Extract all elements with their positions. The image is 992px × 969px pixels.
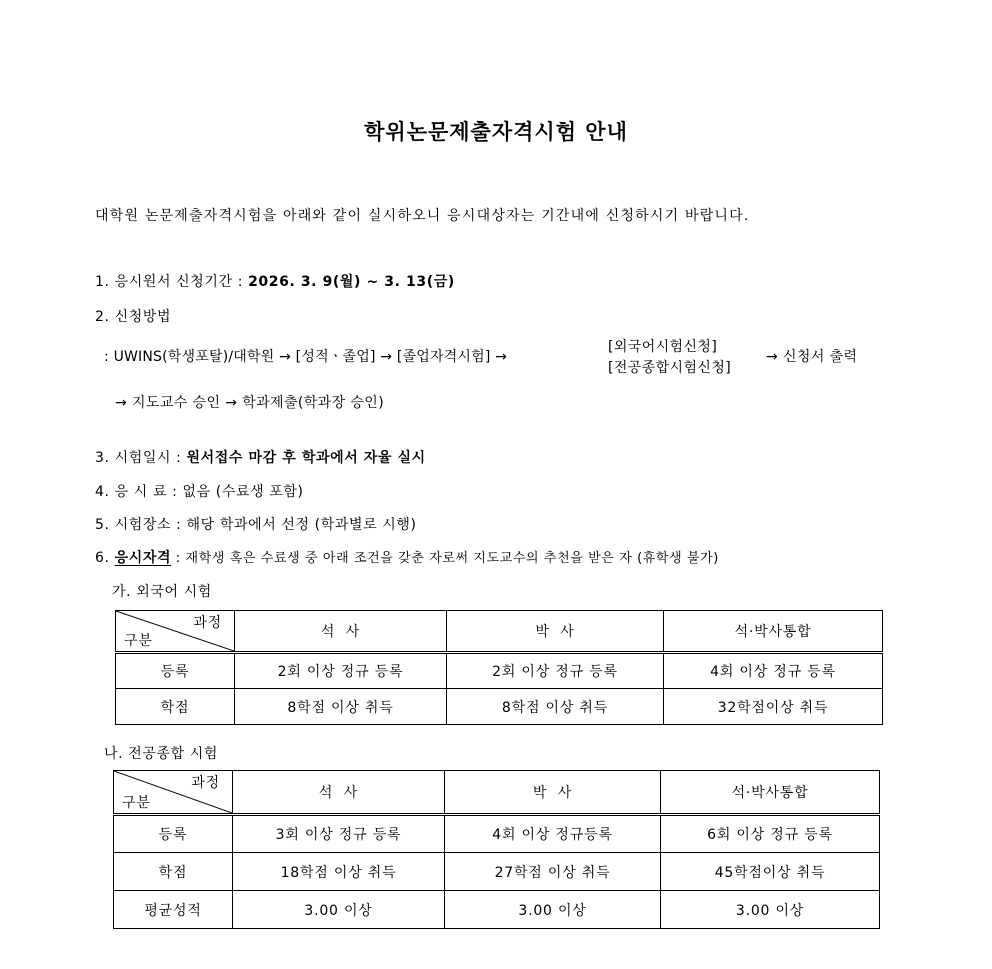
exam-date-value: 원서접수 마감 후 학과에서 자율 실시 — [186, 450, 426, 466]
method-flow-line2: → 지도교수 승인 → 학과제출(학과장 승인) — [115, 395, 385, 411]
corner-cell — [116, 611, 235, 653]
row-label: 평균성적 — [114, 891, 233, 929]
table-row — [114, 853, 880, 891]
major-exam-table — [113, 770, 880, 929]
table-header-row — [116, 611, 883, 653]
corner-top-label: 과정 — [193, 615, 222, 631]
page-title: 학위논문제출자격시험 안내 — [364, 120, 628, 144]
row-label: 학점 — [116, 689, 235, 725]
row-label: 등록 — [116, 653, 235, 689]
eligibility-label: 응시자격 — [114, 550, 172, 566]
table-cell: 2회 이상 정규 등록 — [235, 653, 447, 689]
method-option-language: [외국어시험신청] — [608, 339, 718, 355]
table-cell: 8학점 이상 취득 — [447, 689, 664, 725]
table-cell: 2회 이상 정규 등록 — [447, 653, 664, 689]
item-label: 6. — [95, 550, 115, 566]
method-flow-suffix: → 신청서 출력 — [766, 349, 858, 365]
corner-top-label: 과정 — [191, 775, 220, 791]
table-row — [116, 653, 883, 689]
column-header: 박 사 — [445, 771, 661, 815]
intro-text: 대학원 논문제출자격시험을 아래와 같이 실시하오니 응시대상자는 기간내에 신청하시기 바랍니다. — [95, 208, 750, 224]
eligibility-text: : 재학생 혹은 수료생 중 아래 조건을 갖춘 자로써 지도교수의 추천을 받은 자 (휴학생 불가) — [171, 551, 719, 566]
column-header: 석 사 — [235, 611, 447, 653]
table-row — [114, 891, 880, 929]
item-eligibility — [95, 547, 719, 567]
table-header-row — [114, 771, 880, 815]
item-exam-date — [95, 447, 426, 467]
corner-cell — [114, 771, 233, 815]
item-exam-fee: 4. 응 시 료 : 없음 (수료생 포함) — [95, 484, 304, 500]
table-cell: 18학점 이상 취득 — [233, 853, 445, 891]
column-header: 석·박사통합 — [661, 771, 880, 815]
table-cell: 3.00 이상 — [233, 891, 445, 929]
item-label: 3. 시험일시 : — [95, 450, 187, 466]
table-cell: 32학점이상 취득 — [664, 689, 883, 725]
table-cell: 3회 이상 정규 등록 — [233, 815, 445, 853]
language-exam-table — [115, 610, 883, 725]
table-cell: 4회 이상 정규 등록 — [664, 653, 883, 689]
column-header: 박 사 — [447, 611, 664, 653]
corner-bottom-label: 구분 — [122, 795, 151, 811]
column-header: 석 사 — [233, 771, 445, 815]
application-period-value: 2026. 3. 9(월) ~ 3. 13(금) — [248, 274, 455, 290]
row-label: 등록 — [114, 815, 233, 853]
corner-bottom-label: 구분 — [124, 633, 153, 649]
column-header: 석·박사통합 — [664, 611, 883, 653]
table-cell: 6회 이상 정규 등록 — [661, 815, 880, 853]
table-row — [116, 689, 883, 725]
section-b-heading: 나. 전공종합 시험 — [104, 746, 219, 762]
table-cell: 8학점 이상 취득 — [235, 689, 447, 725]
item-application-period — [95, 271, 455, 291]
table-cell: 45학점이상 취득 — [661, 853, 880, 891]
method-option-major: [전공종합시험신청] — [608, 360, 732, 376]
table-cell: 3.00 이상 — [661, 891, 880, 929]
table-cell: 27학점 이상 취득 — [445, 853, 661, 891]
item-application-method: 2. 신청방법 — [95, 309, 172, 325]
section-a-heading: 가. 외국어 시험 — [112, 584, 212, 600]
item-label: 1. 응시원서 신청기간 : — [95, 274, 249, 290]
table-cell: 4회 이상 정규등록 — [445, 815, 661, 853]
row-label: 학점 — [114, 853, 233, 891]
method-flow-prefix: : UWINS(학생포탈)/대학원 → [성적ㆍ졸업] → [졸업자격시험] → — [104, 349, 508, 365]
table-cell: 3.00 이상 — [445, 891, 661, 929]
item-exam-place: 5. 시험장소 : 해당 학과에서 선정 (학과별로 시행) — [95, 517, 417, 533]
table-row — [114, 815, 880, 853]
